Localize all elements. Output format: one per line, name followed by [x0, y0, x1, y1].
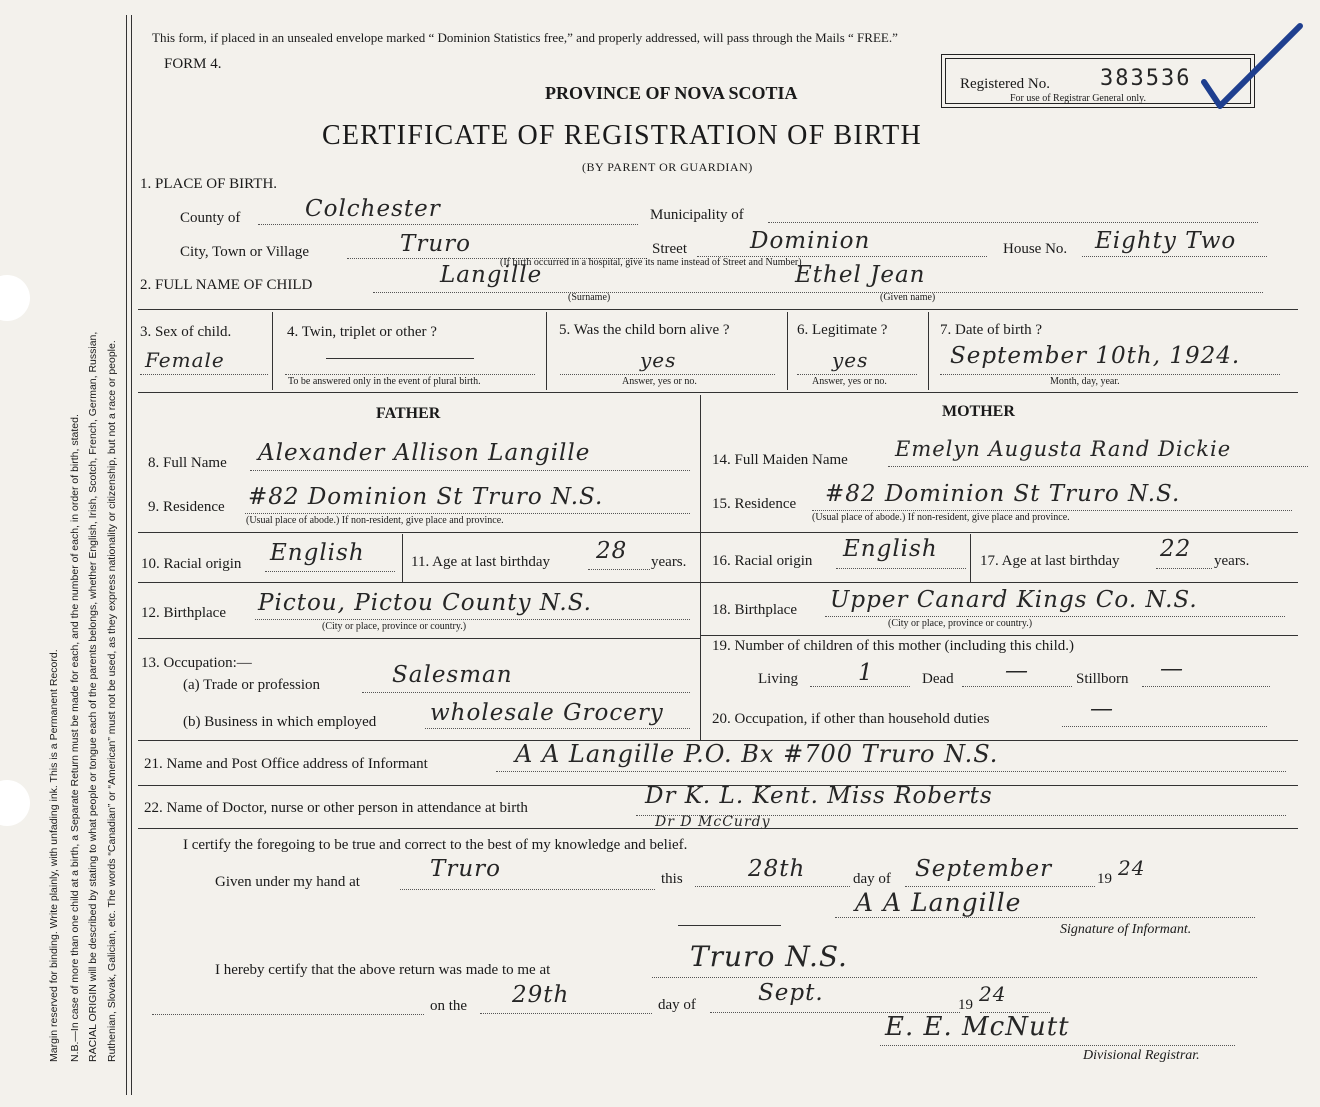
legitimate-line: [797, 374, 917, 375]
doctor-value-secondary: Dr D McCurdy: [655, 814, 771, 830]
mother-residence-line: [812, 510, 1292, 511]
mother-residence-value: #82 Dominion St Truro N.S.: [825, 481, 1181, 507]
municipality-label: Municipality of: [650, 207, 744, 223]
father-birthplace-caption: (City or place, province or country.): [322, 621, 467, 632]
twin-line: [285, 374, 535, 375]
mother-birthplace-caption: (City or place, province or country.): [888, 618, 1033, 629]
mother-birthplace-line: [825, 616, 1285, 617]
registrar-day-of-label: day of: [658, 997, 696, 1013]
rule: [700, 582, 1298, 583]
surname-caption: (Surname): [568, 292, 611, 303]
informant-label: 21. Name and Post Office address of Informant: [144, 756, 428, 772]
municipality-line: [768, 222, 1258, 223]
dead-line: [962, 686, 1072, 687]
dead-label: Dead: [922, 671, 954, 687]
occupation-label: 13. Occupation:—: [141, 655, 252, 671]
twin-label: 4. Twin, triplet or other ?: [287, 324, 437, 340]
certificate-subtitle: (BY PARENT OR GUARDIAN): [582, 160, 753, 174]
given-at-value: Truro: [430, 856, 501, 882]
mother-race-line: [836, 568, 966, 569]
street-value: Dominion: [750, 228, 871, 254]
legitimate-caption: Answer, yes or no.: [812, 376, 887, 387]
mother-race-value: English: [843, 536, 938, 562]
father-race-label: 10. Racial origin: [141, 556, 242, 572]
cell-divider: [970, 534, 971, 582]
house-label: House No.: [1003, 241, 1068, 257]
stillborn-line: [1142, 686, 1270, 687]
county-value: Colchester: [305, 196, 441, 222]
father-residence-line: [245, 513, 690, 514]
mother-age-value: 22: [1160, 536, 1192, 562]
mother-residence-caption: (Usual place of abode.) If non-resident, give place and province.: [812, 512, 1070, 523]
living-line: [810, 686, 910, 687]
place-of-birth-heading: 1. PLACE OF BIRTH.: [140, 176, 278, 192]
given-month-line: [905, 886, 1095, 887]
cell-divider: [272, 312, 273, 390]
twin-dash: [326, 358, 474, 359]
alive-value: yes: [640, 348, 677, 372]
city-label: City, Town or Village: [180, 244, 310, 260]
father-birthplace-value: Pictou, Pictou County N.S.: [258, 590, 592, 616]
father-birthplace-label: 12. Birthplace: [141, 605, 226, 621]
alive-label: 5. Was the child born alive ?: [559, 322, 730, 338]
cell-divider: [787, 312, 788, 390]
informant-signature-caption: Signature of Informant.: [1060, 922, 1192, 937]
alive-line: [560, 374, 775, 375]
legitimate-value: yes: [832, 348, 869, 372]
trade-value: Salesman: [392, 662, 513, 688]
county-label: County of: [180, 210, 241, 226]
mother-birthplace-value: Upper Canard Kings Co. N.S.: [830, 587, 1198, 613]
house-line: [1082, 256, 1267, 257]
margin-note-3: RACIAL ORIGIN will be described by stating to what people or tongue each of the parents belongs, whether English, Irish, Scotch, French, German, Russian,: [87, 331, 99, 1062]
doctor-label: 22. Name of Doctor, nurse or other person in attendance at birth: [144, 800, 528, 816]
mother-name-value: Emelyn Augusta Rand Dickie: [895, 437, 1232, 461]
mother-name-line: [888, 466, 1308, 467]
rule: [138, 582, 700, 583]
rule: [138, 638, 700, 639]
sex-line: [140, 374, 268, 375]
living-value: 1: [858, 660, 874, 686]
rule: [138, 828, 1298, 829]
mother-age-label: 17. Age at last birthday: [980, 553, 1120, 569]
father-birthplace-line: [255, 619, 690, 620]
certify-text: I certify the foregoing to be true and correct to the best of my knowledge and belief.: [183, 837, 688, 853]
check-mark-icon: [1200, 20, 1310, 110]
mother-occupation-line: [1062, 726, 1267, 727]
informant-signature-line: [835, 917, 1255, 918]
registrar-day-line: [480, 1013, 652, 1014]
margin-rule: [131, 15, 132, 1095]
registrar-day-value: 29th: [512, 982, 570, 1008]
registrar-year-prefix: 19: [958, 997, 973, 1013]
mother-years-label: years.: [1214, 553, 1250, 569]
given-at-line: [400, 889, 655, 890]
given-caption: (Given name): [880, 292, 936, 303]
province-heading: PROVINCE OF NOVA SCOTIA: [545, 83, 798, 103]
dob-label: 7. Date of birth ?: [940, 322, 1043, 338]
father-race-value: English: [270, 540, 365, 566]
registrar-caption: Divisional Registrar.: [1083, 1048, 1200, 1063]
living-label: Living: [758, 671, 798, 687]
trade-label: (a) Trade or profession: [183, 677, 321, 693]
street-label: Street: [652, 241, 687, 257]
father-name-value: Alexander Allison Langille: [258, 440, 591, 466]
short-rule: [678, 925, 781, 926]
trade-line: [362, 692, 690, 693]
father-age-value: 28: [596, 538, 628, 564]
rule: [138, 532, 700, 533]
given-day-value: 28th: [748, 856, 806, 882]
alive-caption: Answer, yes or no.: [622, 376, 697, 387]
dob-value: September 10th, 1924.: [950, 343, 1241, 369]
given-day-line: [695, 886, 850, 887]
margin-note-1: Margin reserved for binding. Write plainly, with unfading ink. This is a Permanent Record.: [48, 649, 60, 1062]
mother-race-label: 16. Racial origin: [712, 553, 813, 569]
twin-note: To be answered only in the event of plural birth.: [288, 376, 481, 387]
father-name-label: 8. Full Name: [148, 455, 227, 471]
registrar-left-line: [152, 1014, 424, 1015]
registered-note: For use of Registrar General only.: [1010, 93, 1146, 104]
father-years-label: years.: [651, 554, 687, 570]
informant-value: A A Langille P.O. Bx #700 Truro N.S.: [515, 740, 999, 768]
given-year-prefix: 19: [1097, 871, 1112, 887]
house-value: Eighty Two: [1095, 228, 1237, 254]
registrar-year-value: 24: [979, 982, 1007, 1006]
mother-residence-label: 15. Residence: [712, 496, 797, 512]
rule: [138, 309, 1298, 310]
registrar-signature-line: [880, 1045, 1235, 1046]
punch-hole: [0, 780, 30, 826]
margin-note-4: Ruthenian, Slovak, Galician, etc. The words “Canadian” or “American” must not be used, as they express nationality or citizenship, but not a race or people.: [106, 340, 118, 1062]
informant-line: [496, 771, 1286, 772]
child-surname: Langille: [440, 262, 543, 288]
form-number: FORM 4.: [164, 56, 222, 72]
this-label: this: [661, 871, 683, 887]
mother-age-line: [1156, 568, 1212, 569]
registered-label: Registered No.: [960, 76, 1050, 92]
given-month-value: September: [915, 856, 1053, 882]
legitimate-label: 6. Legitimate ?: [797, 322, 888, 338]
punch-hole: [0, 275, 30, 321]
registrar-signature: E. E. McNutt: [885, 1012, 1070, 1042]
father-residence-caption: (Usual place of abode.) If non-resident, give place and province.: [246, 515, 504, 526]
county-line: [258, 224, 638, 225]
cell-divider: [546, 312, 547, 390]
parents-divider: [700, 395, 701, 740]
registrar-month-value: Sept.: [758, 980, 824, 1006]
on-the-label: on the: [430, 998, 468, 1014]
mother-birthplace-label: 18. Birthplace: [712, 602, 797, 618]
father-heading: FATHER: [376, 405, 441, 422]
stillborn-value: —: [1160, 656, 1184, 682]
margin-note-2: N.B.—In case of more than one child at a birth, a Separate Return must be made for each, and the number of each, in order of birth, stated.: [69, 414, 81, 1062]
mother-occupation-value: —: [1090, 696, 1114, 722]
mail-notice: This form, if placed in an unsealed envelope marked “ Dominion Statistics free,” and properly addressed, will pass through the Mails “ FREE.”: [152, 30, 898, 45]
dob-caption: Month, day, year.: [1050, 376, 1120, 387]
city-value: Truro: [400, 231, 471, 257]
sex-label: 3. Sex of child.: [140, 324, 232, 340]
rule: [700, 635, 1298, 636]
stillborn-label: Stillborn: [1076, 671, 1129, 687]
given-day-of-label: day of: [853, 871, 891, 887]
mother-occupation-label: 20. Occupation, if other than household duties: [712, 711, 990, 727]
registrar-certify-label: I hereby certify that the above return was made to me at: [215, 962, 551, 978]
father-residence-label: 9. Residence: [148, 499, 225, 515]
given-at-label: Given under my hand at: [215, 874, 360, 890]
child-name-label: 2. FULL NAME OF CHILD: [140, 277, 313, 293]
sex-value: Female: [145, 348, 225, 372]
father-residence-value: #82 Dominion St Truro N.S.: [248, 484, 604, 510]
children-count-label: 19. Number of children of this mother (including this child.): [712, 638, 1075, 654]
dead-value: —: [1005, 658, 1029, 684]
business-label: (b) Business in which employed: [183, 714, 377, 730]
rule: [700, 532, 1298, 533]
child-name-line: [373, 292, 1263, 293]
dob-line: [940, 374, 1280, 375]
given-year-value: 24: [1118, 856, 1146, 880]
cell-divider: [402, 534, 403, 582]
mother-name-label: 14. Full Maiden Name: [712, 452, 848, 468]
child-given-name: Ethel Jean: [795, 262, 926, 288]
business-value: wholesale Grocery: [430, 700, 664, 726]
registered-number: 383536: [1100, 66, 1192, 91]
father-name-line: [250, 470, 690, 471]
informant-signature: A A Langille: [855, 888, 1022, 917]
rule: [138, 392, 1298, 393]
business-line: [425, 728, 690, 729]
mother-heading: MOTHER: [942, 403, 1015, 420]
margin-rule: [126, 15, 127, 1095]
registrar-place-line: [652, 977, 1257, 978]
cell-divider: [928, 312, 929, 390]
registrar-place-value: Truro N.S.: [690, 940, 848, 973]
hospital-note: (If birth occurred in a hospital, give its name instead of Street and Number): [500, 257, 802, 268]
father-age-line: [588, 569, 650, 570]
father-race-line: [265, 571, 395, 572]
doctor-value: Dr K. L. Kent. Miss Roberts: [645, 783, 993, 809]
certificate-title: CERTIFICATE OF REGISTRATION OF BIRTH: [322, 120, 922, 151]
father-age-label: 11. Age at last birthday: [411, 554, 550, 570]
